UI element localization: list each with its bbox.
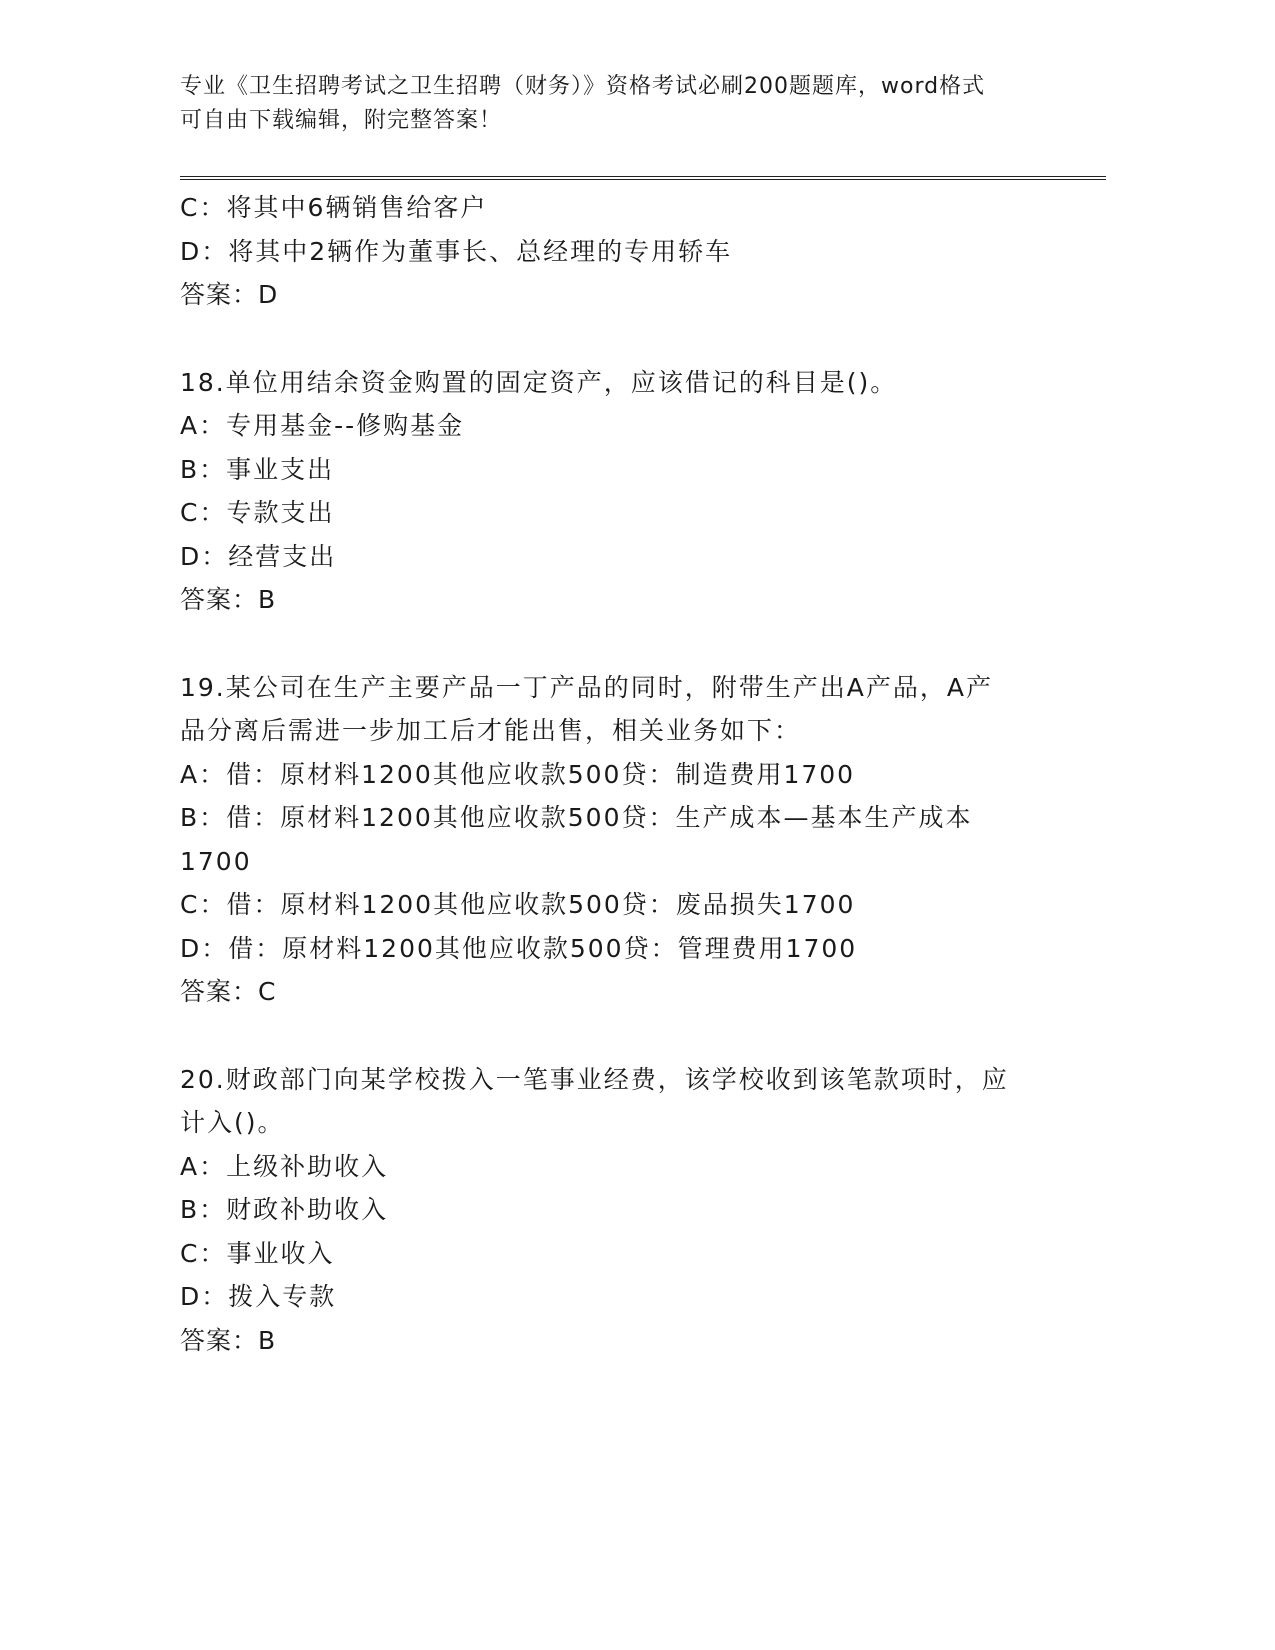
q20-option-a: A：上级补助收入	[180, 1151, 389, 1181]
q20-option-b: B：财政补助收入	[180, 1195, 389, 1224]
spacer	[180, 622, 1040, 666]
document-header	[180, 70, 1040, 138]
question-18	[180, 361, 1040, 622]
q17-answer: 答案：D	[180, 280, 279, 309]
q20-stem-line-1: 20.财政部门向某学校拨入一笔事业经费，该学校收到该笔款项时，应	[180, 1064, 1009, 1094]
q17-option-d: D：将其中2辆作为董事长、总经理的专用轿车	[180, 236, 733, 266]
q20-option-d: D：拨入专款	[180, 1282, 337, 1311]
spacer	[180, 1014, 1040, 1058]
q19-option-a: A：借：原材料1200其他应收款500贷：制造费用1700	[180, 759, 856, 789]
question-20	[180, 1058, 1040, 1363]
q20-answer: 答案：B	[180, 1325, 277, 1355]
question-17-tail	[180, 186, 1040, 317]
q18-option-d: D：经营支出	[180, 541, 337, 571]
header-line-2: 可自由下载编辑，附完整答案！	[180, 108, 503, 133]
spacer	[180, 317, 1040, 361]
q18-answer: 答案：B	[180, 585, 277, 614]
q19-option-d: D：借：原材料1200其他应收款500贷：管理费用1700	[180, 933, 858, 963]
header-double-rule	[180, 176, 1106, 180]
q19-answer: 答案：C	[180, 977, 277, 1006]
header-line-1: 专业《卫生招聘考试之卫生招聘（财务）》资格考试必刷200题题库，word格式	[180, 74, 986, 99]
q19-option-b-line-1: B：借：原材料1200其他应收款500贷：生产成本—基本生产成本	[180, 803, 973, 832]
q20-option-c: C：事业收入	[180, 1238, 335, 1268]
q18-option-b: B：事业支出	[180, 454, 335, 484]
document-body	[180, 186, 1040, 1362]
q17-option-c: C：将其中6辆销售给客户	[180, 193, 488, 222]
q18-option-a: A：专用基金--修购基金	[180, 411, 465, 440]
q19-option-c: C：借：原材料1200其他应收款500贷：废品损失1700	[180, 890, 856, 919]
q19-stem-line-2: 品分离后需进一步加工后才能出售，相关业务如下：	[180, 716, 802, 745]
question-19	[180, 666, 1040, 1014]
q18-stem: 18.单位用结余资金购置的固定资产，应该借记的科目是()。	[180, 367, 898, 397]
q18-option-c: C：专款支出	[180, 498, 335, 527]
q19-option-b-line-2: 1700	[180, 846, 252, 876]
q19-stem-line-1: 19.某公司在生产主要产品一丁产品的同时，附带生产出A产品，A产	[180, 672, 993, 702]
q20-stem-line-2: 计入()。	[180, 1108, 285, 1137]
